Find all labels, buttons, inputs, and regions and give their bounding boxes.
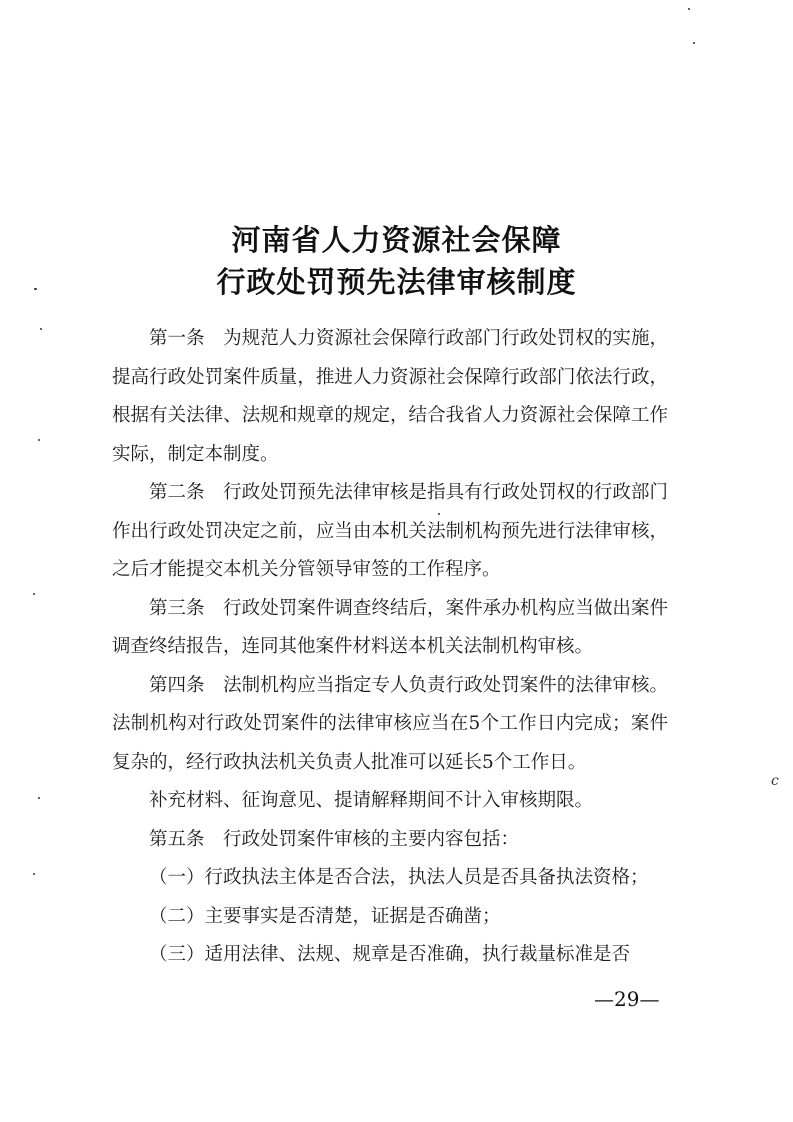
article-4-note: 补充材料、征询意见、提请解释期间不计入审核期限。 [149, 790, 594, 811]
document-title-line2: 行政处罚预先法律审核制度 [216, 265, 577, 299]
document-body [112, 320, 668, 975]
article-5: 第五条 行政处罚案件审核的主要内容包括： [149, 828, 520, 850]
article-5-item-3: （三）适用法律、法规、规章是否准确，执行裁量标准是否 [149, 944, 631, 965]
article-4: 第四条 法制机构应当指定专人负责行政处罚案件的法律审核。法制机构对行政处罚案件的法律审核应当在5个工作日内完成；案件复杂的，经行政执法机关负责人批准可以延长5个工作日。 [112, 674, 668, 773]
margin-mark: c [771, 773, 779, 789]
scan-speck [33, 873, 35, 875]
page-number: —29— [594, 987, 660, 1011]
scan-speck [33, 593, 35, 595]
scan-speck [38, 797, 40, 799]
article-5-item-1: （一）行政执法主体是否合法，执法人员是否具备执法资格； [149, 867, 649, 888]
scan-speck [438, 513, 440, 515]
scan-speck [38, 439, 40, 441]
article-3: 第三条 行政处罚案件调查终结后，案件承办机构应当做出案件调查终结报告，连同其他案件材料送本机关法制机构审核。 [112, 597, 668, 657]
article-2: 第二条 行政处罚预先法律审核是指具有行政处罚权的行政部门作出行政处罚决定之前，应当由本机关法制机构预先进行法律审核，之后才能提交本机关分管领导审签的工作程序。 [112, 482, 668, 580]
article-5-item-2: （二）主要事实是否清楚，证据是否确凿； [149, 905, 501, 927]
article-1: 第一条 为规范人力资源社会保障行政部门行政处罚权的实施，提高行政处罚案件质量，推进人力资源社会保障行政部门依法行政，根据有关法律、法规和规章的规定，结合我省人力资源社会保障工作实际，制定本制度。 [112, 328, 668, 465]
scan-speck [688, 8, 690, 10]
scan-speck [40, 328, 42, 330]
scan-speck [34, 288, 37, 290]
scan-speck [693, 42, 695, 44]
document-title-line1: 河南省人力资源社会保障 [231, 223, 562, 257]
